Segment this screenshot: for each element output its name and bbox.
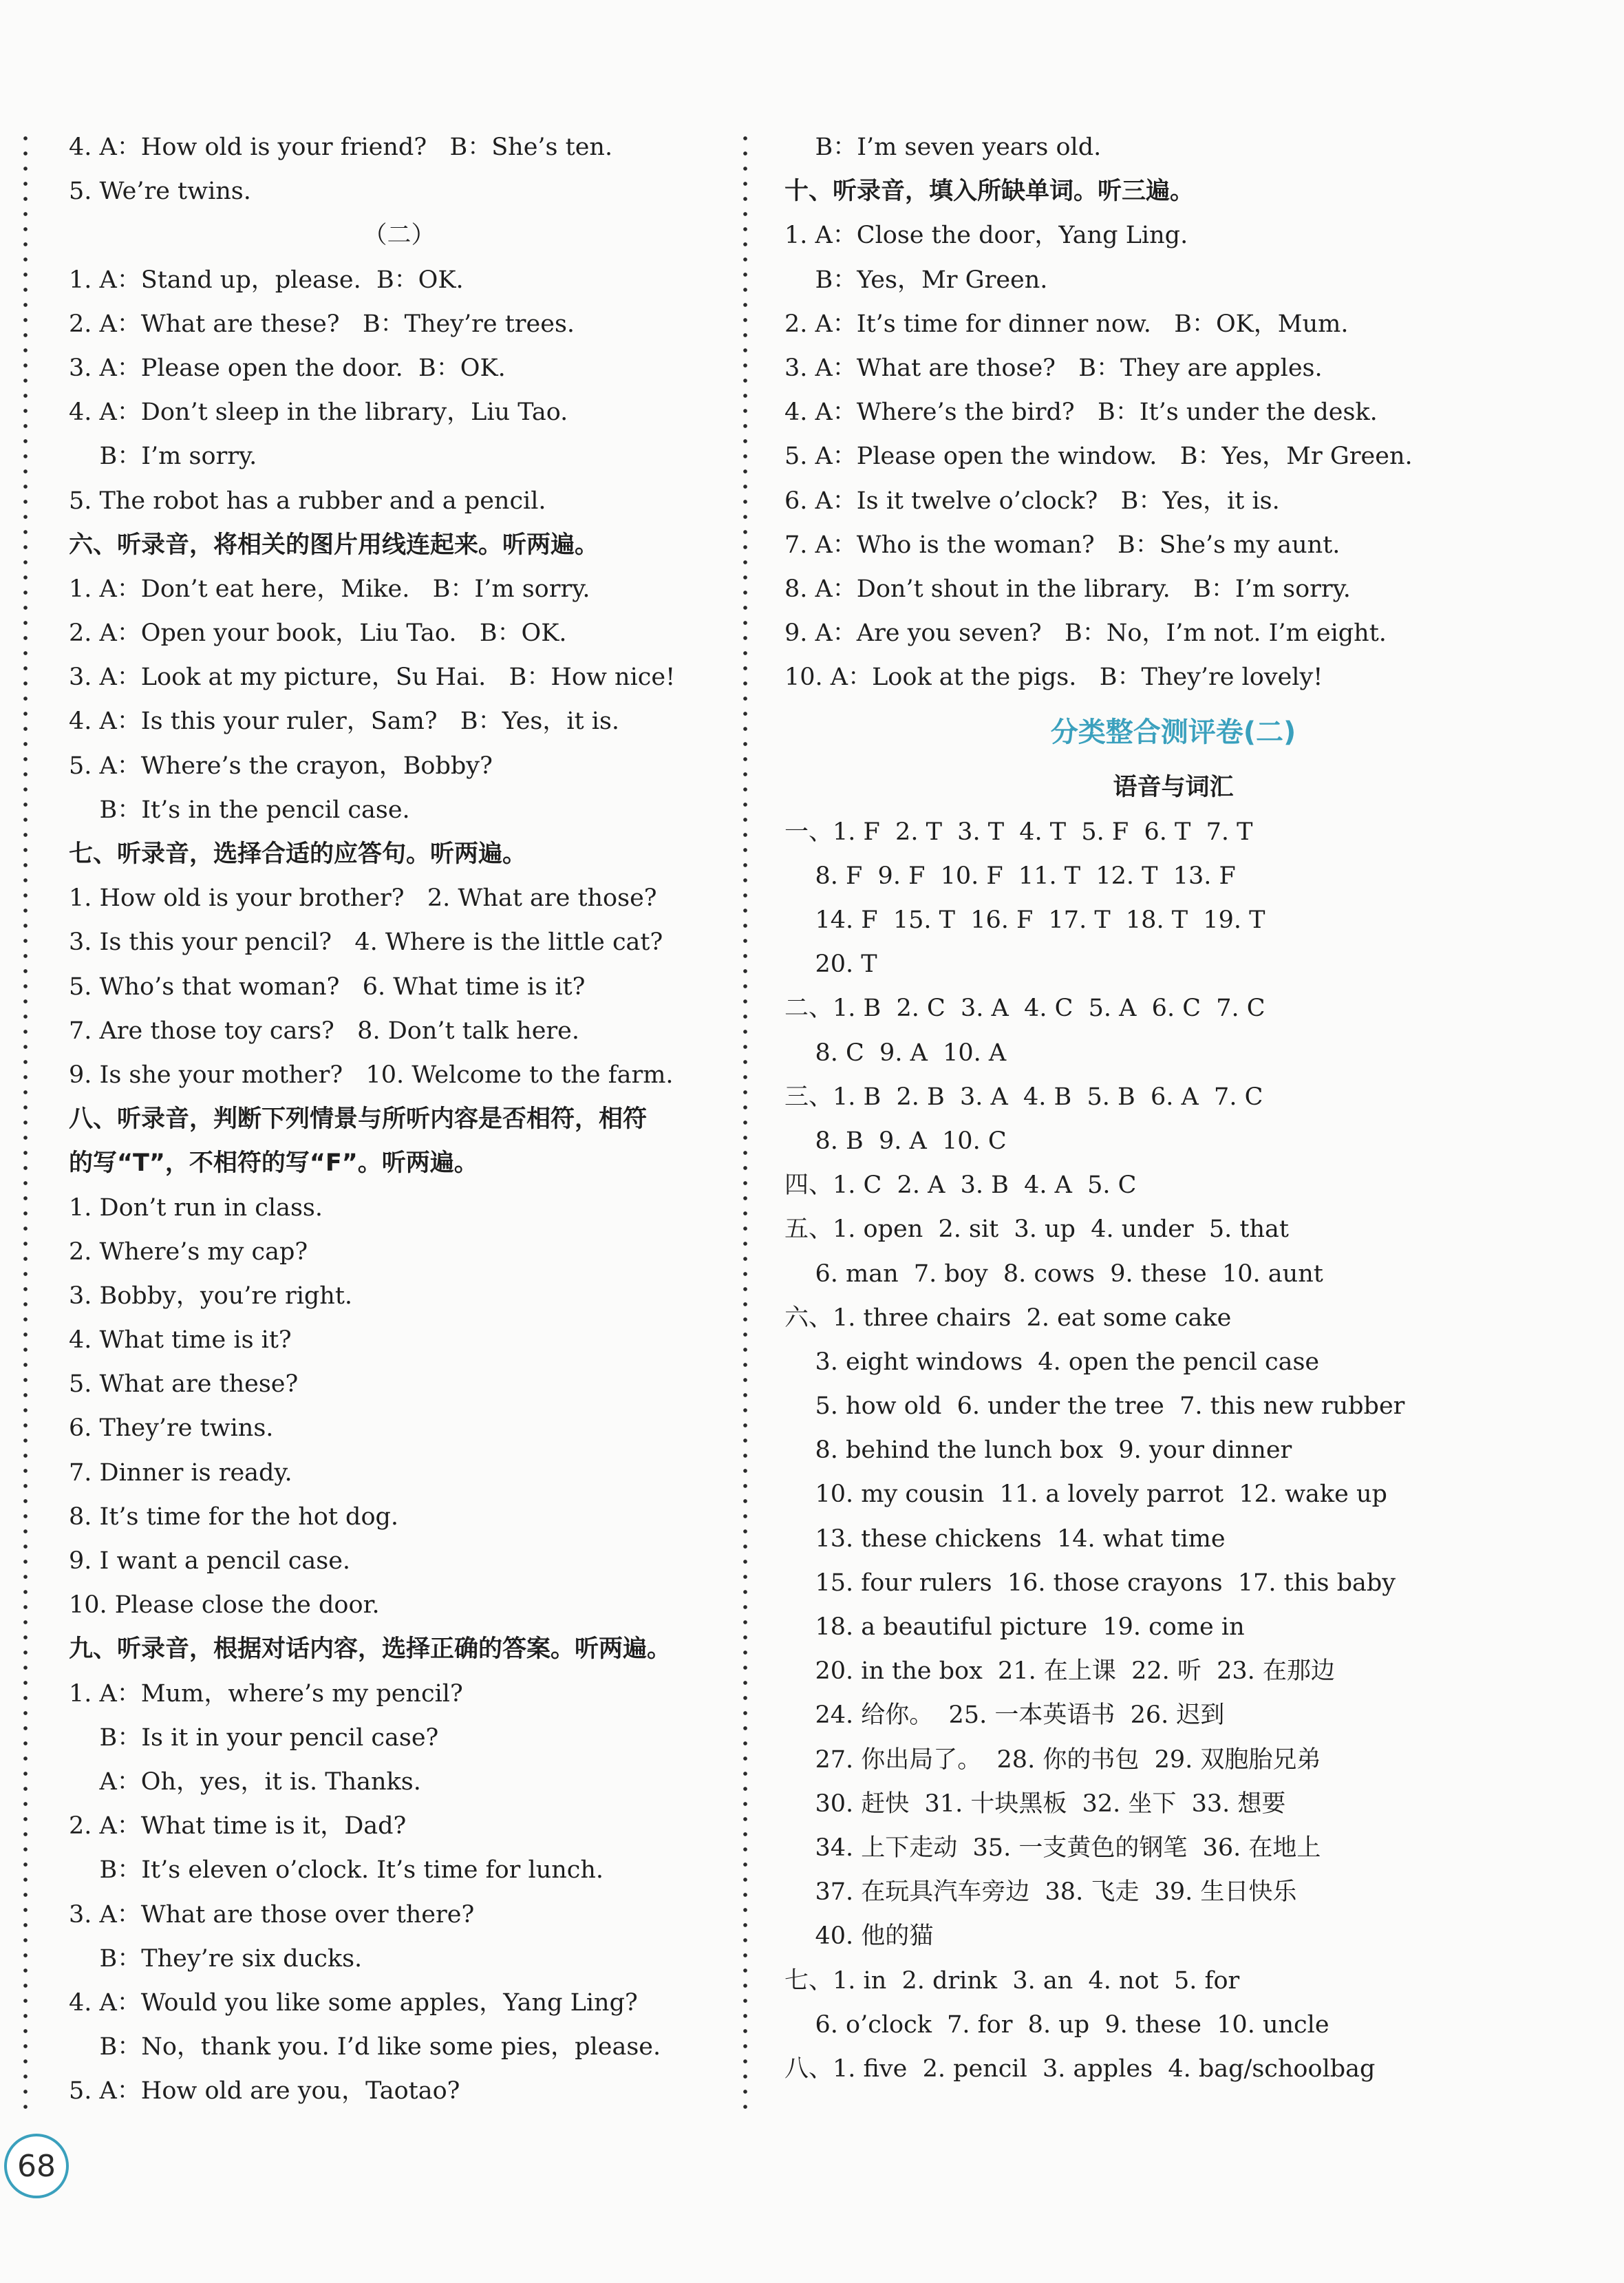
left-column xyxy=(69,125,729,2113)
answer-line: 6. man 7. boy 8. cows 9. these 10. aunt xyxy=(784,1260,1323,1288)
answer-line: 六、1. three chairs 2. eat some cake xyxy=(784,1304,1232,1332)
answer-line: 30. 赶快 31. 十块黑板 32. 坐下 33. 想要 xyxy=(784,1790,1286,1818)
answer-line: 5. The robot has a rubber and a pencil. xyxy=(69,487,546,515)
answer-line: 5. A：Where’s the crayon，Bobby? xyxy=(69,752,493,780)
section-heading: 六、听录音，将相关的图片用线连起来。听两遍。 xyxy=(69,531,599,559)
answer-line: 3. A：What are those? B：They are apples. xyxy=(784,354,1323,382)
right-column xyxy=(784,125,1562,2091)
subsection-heading: （二） xyxy=(363,222,436,250)
answer-line: 8. F 9. F 10. F 11. T 12. T 13. F xyxy=(784,862,1236,890)
answer-line: 6. A：Is it twelve o’clock? B：Yes，it is. xyxy=(784,487,1280,515)
answer-line: 3. eight windows 4. open the pencil case xyxy=(784,1348,1320,1376)
answer-line: 5. how old 6. under the tree 7. this new rubber xyxy=(784,1392,1405,1421)
answer-line: 14. F 15. T 16. F 17. T 18. T 19. T xyxy=(784,906,1265,934)
answer-line: 2. A：Open your book，Liu Tao. B：OK. xyxy=(69,619,567,648)
answer-line: B：Yes，Mr Green. xyxy=(784,266,1048,294)
answer-line: 2. Where’s my cap? xyxy=(69,1238,308,1266)
answer-line: 34. 上下走动 35. 一支黄色的钢笔 36. 在地上 xyxy=(784,1834,1321,1862)
answer-line: 8. A：Don’t shout in the library. B：I’m sorry. xyxy=(784,575,1351,603)
answer-line: 4. A：How old is your friend? B：She’s ten. xyxy=(69,134,613,161)
section-heading: 的写“T”，不相符的写“F”。听两遍。 xyxy=(69,1149,478,1178)
answer-line: 4. What time is it? xyxy=(69,1326,292,1355)
answer-line: 五、1. open 2. sit 3. up 4. under 5. that xyxy=(784,1215,1289,1244)
section-heading: 十、听录音，填入所缺单词。听三遍。 xyxy=(784,178,1195,206)
answer-line: 10. A：Look at the pigs. B：They’re lovely! xyxy=(784,663,1323,692)
answer-line: 三、1. B 2. B 3. A 4. B 5. B 6. A 7. C xyxy=(784,1083,1263,1111)
answer-line: 1. A：Stand up，please. B：OK. xyxy=(69,266,464,294)
answer-line: 18. a beautiful picture 19. come in xyxy=(784,1613,1245,1641)
answer-line: 8. B 9. A 10. C xyxy=(784,1127,1007,1155)
answer-line: 7. Are those toy cars? 8. Don’t talk here. xyxy=(69,1017,579,1045)
answer-line: 7. A：Who is the woman? B：She’s my aunt. xyxy=(784,531,1340,559)
answer-line: 七、1. in 2. drink 3. an 4. not 5. for xyxy=(784,1966,1240,1995)
page-number-badge xyxy=(4,2134,69,2198)
answer-line: 2. A：What are these? B：They’re trees. xyxy=(69,310,575,338)
answer-line: B：It’s in the pencil case. xyxy=(69,796,410,824)
answer-line: 3. Is this your pencil? 4. Where is the little cat? xyxy=(69,928,663,957)
answer-line: B：I’m sorry. xyxy=(69,443,257,471)
answer-line: 1. A：Mum，where’s my pencil? xyxy=(69,1679,463,1708)
answer-line: 7. Dinner is ready. xyxy=(69,1458,292,1487)
answer-line: 3. A：What are those over there? xyxy=(69,1900,475,1929)
category-heading: 语音与词汇 xyxy=(1113,774,1234,802)
answer-line: 10. my cousin 11. a lovely parrot 12. wake up xyxy=(784,1480,1387,1509)
answer-line: 20. T xyxy=(784,951,877,979)
answer-line: 2. A：What time is it，Dad? xyxy=(69,1812,407,1840)
answer-line: 40. 他的猫 xyxy=(784,1922,934,1951)
answer-line: 4. A：Would you like some apples，Yang Ling? xyxy=(69,1988,638,2017)
section-heading: 七、听录音，选择合适的应答句。听两遍。 xyxy=(69,840,527,868)
answer-line: 5. A：How old are you，Taotao? xyxy=(69,2077,460,2105)
answer-line: 37. 在玩具汽车旁边 38. 飞走 39. 生日快乐 xyxy=(784,1878,1297,1907)
answer-line: B：It’s eleven o’clock. It’s time for lunch. xyxy=(69,1856,604,1884)
answer-line: 8. C 9. A 10. A xyxy=(784,1039,1007,1067)
section-heading: 八、听录音，判断下列情景与所听内容是否相符，相符 xyxy=(69,1105,648,1134)
answer-line: B：I’m seven years old. xyxy=(784,134,1102,161)
page-number: 68 xyxy=(17,2148,56,2184)
answer-line: 13. these chickens 14. what time xyxy=(784,1525,1226,1553)
answer-line: 2. A：It’s time for dinner now. B：OK，Mum. xyxy=(784,310,1349,338)
answer-line: 二、1. B 2. C 3. A 4. C 5. A 6. C 7. C xyxy=(784,995,1265,1023)
answer-line: 1. How old is your brother? 2. What are those? xyxy=(69,884,657,913)
answer-line: 9. Is she your mother? 10. Welcome to the farm. xyxy=(69,1061,674,1089)
answer-line: 3. Bobby，you’re right. xyxy=(69,1282,353,1310)
answer-line: 1. A：Close the door，Yang Ling. xyxy=(784,222,1188,250)
dotted-column-divider xyxy=(743,131,747,2113)
test-title: 分类整合测评卷(二) xyxy=(1050,716,1296,749)
answer-line: B：Is it in your pencil case? xyxy=(69,1723,439,1752)
answer-line: 5. We’re twins. xyxy=(69,178,251,206)
answer-line: 15. four rulers 16. those crayons 17. this baby xyxy=(784,1569,1396,1597)
answer-line: 8. It’s time for the hot dog. xyxy=(69,1502,399,1531)
answer-line: 5. Who’s that woman? 6. What time is it? xyxy=(69,973,586,1001)
answer-line: 一、1. F 2. T 3. T 4. T 5. F 6. T 7. T xyxy=(784,818,1253,846)
answer-line: 27. 你出局了。 28. 你的书包 29. 双胞胎兄弟 xyxy=(784,1745,1321,1774)
answer-line: 4. A：Don’t sleep in the library，Liu Tao. xyxy=(69,399,568,427)
answer-line: 8. behind the lunch box 9. your dinner xyxy=(784,1436,1292,1465)
answer-line: 四、1. C 2. A 3. B 4. A 5. C xyxy=(784,1171,1137,1200)
answer-line: A：Oh，yes，it is. Thanks. xyxy=(69,1767,421,1796)
answer-line: 1. Don’t run in class. xyxy=(69,1193,323,1222)
dotted-binding-line-left xyxy=(23,131,28,2113)
answer-line: 10. Please close the door. xyxy=(69,1591,380,1620)
answer-line: 4. A：Where’s the bird? B：It’s under the desk. xyxy=(784,399,1378,427)
answer-line: 9. A：Are you seven? B：No，I’m not. I’m eight. xyxy=(784,619,1387,648)
answer-line: 1. A：Don’t eat here，Mike. B：I’m sorry. xyxy=(69,575,590,603)
answer-line: 9. I want a pencil case. xyxy=(69,1547,351,1575)
answer-line: 24. 给你。 25. 一本英语书 26. 迟到 xyxy=(784,1701,1225,1730)
answer-line: 3. A：Look at my picture，Su Hai. B：How nice! xyxy=(69,663,676,692)
answer-line: 5. A：Please open the window. B：Yes，Mr Green. xyxy=(784,443,1413,471)
answer-line: B：They’re six ducks. xyxy=(69,1944,363,1973)
answer-line: 4. A：Is this your ruler，Sam? B：Yes，it is. xyxy=(69,708,620,736)
answer-line: 6. o’clock 7. for 8. up 9. these 10. uncle xyxy=(784,2010,1329,2039)
answer-line: 5. What are these? xyxy=(69,1370,299,1399)
answer-line: B：No，thank you. I’d like some pies，please. xyxy=(69,2033,661,2061)
answer-line: 3. A：Please open the door. B：OK. xyxy=(69,354,506,382)
answer-line: 八、1. five 2. pencil 3. apples 4. bag/schoolbag xyxy=(784,2054,1376,2083)
answer-line: 20. in the box 21. 在上课 22. 听 23. 在那边 xyxy=(784,1657,1335,1686)
answer-line: 6. They’re twins. xyxy=(69,1414,274,1443)
section-heading: 九、听录音，根据对话内容，选择正确的答案。听两遍。 xyxy=(69,1635,672,1664)
